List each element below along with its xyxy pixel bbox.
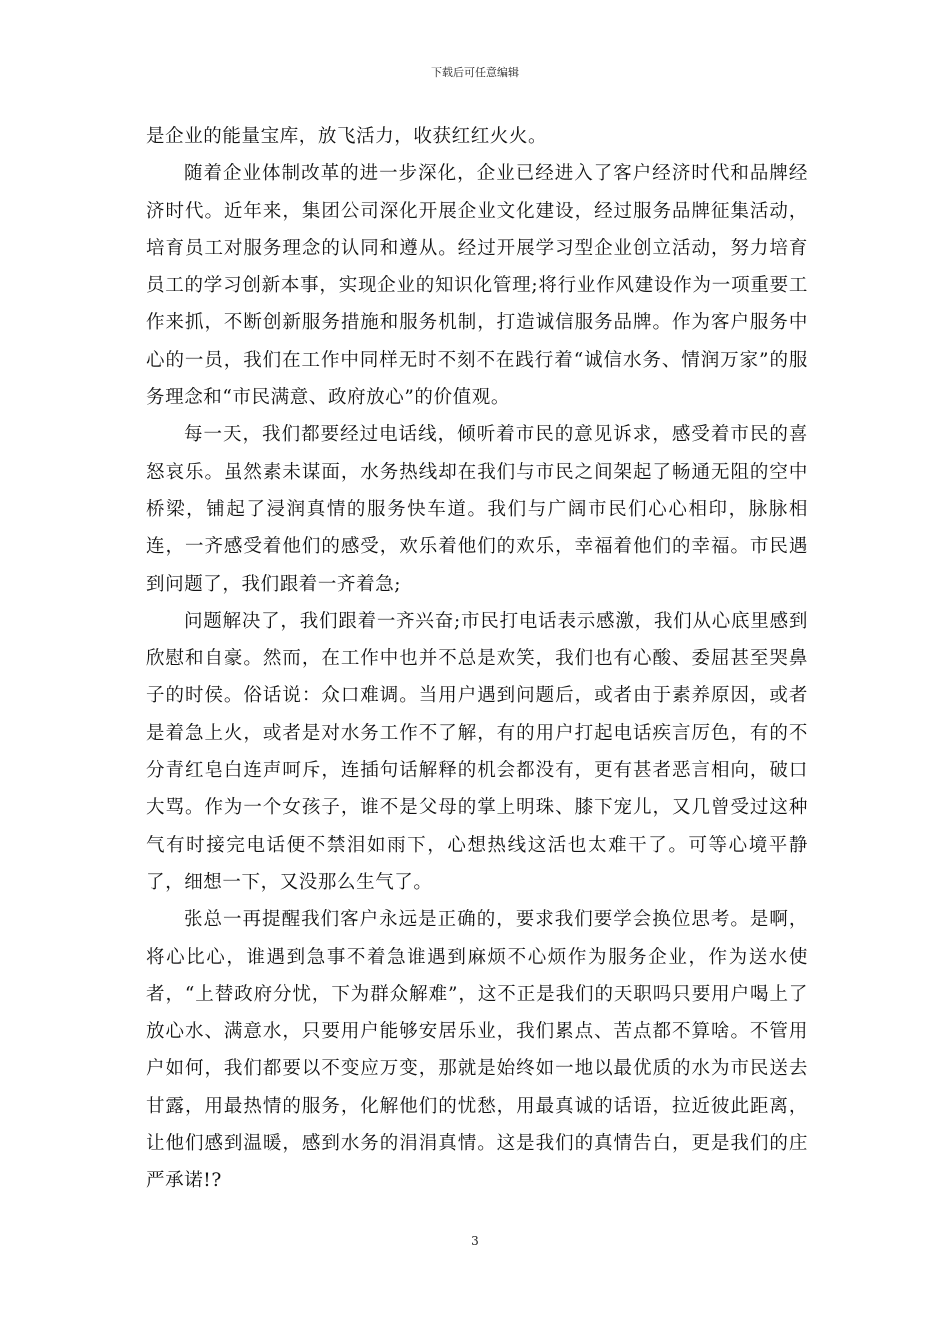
paragraph-4: 问题解决了，我们跟着一齐兴奋;市民打电话表示感激，我们从心底里感到欣慰和自豪。然而，在工作中也并不总是欢笑，我们也有心酸、委屈甚至哭鼻子的时侯。俗话说：众口难调。当用户遇到问题后，或者由于素养原因，或者是着急上火，或者是对水务工作不了解，有的用户打起电话疾言厉色，有的不分青红皂白连声呵斥，连插句话解释的机会都没有，更有甚者恶言相向，破口大骂。作为一个女孩子，谁不是父母的掌上明珠、膝下宠儿，又几曾受过这种气有时接完电话便不禁泪如雨下，心想热线这活也太难干了。可等心境平静了，细想一下，又没那么生气了。 (146, 610, 808, 893)
paragraph-3: 每一天，我们都要经过电话线，倾听着市民的意见诉求，感受着市民的喜怒哀乐。虽然素未谋面，水务热线却在我们与市民之间架起了畅通无阻的空中桥梁，铺起了浸润真情的服务快车道。我们与广阔市民们心心相印，脉脉相连，一齐感受着他们的感受，欢乐着他们的欢乐，幸福着他们的幸福。市民遇到问题了，我们跟着一齐着急; (146, 424, 808, 595)
page-header: 下载后可任意编辑 (431, 66, 519, 79)
document-body (146, 118, 808, 1200)
paragraph-1: 是企业的能量宝库，放飞活力，收获红红火火。 (146, 126, 548, 147)
page-number: 3 (471, 1234, 479, 1248)
paragraph-5: 张总一再提醒我们客户永远是正确的，要求我们要学会换位思考。是啊，将心比心，谁遇到急事不着急谁遇到麻烦不心烦作为服务企业，作为送水使者，“上替政府分忧，下为群众解难”，这不正是我们的天职吗只要用户喝上了放心水、满意水，只要用户能够安居乐业，我们累点、苦点都不算啥。不管用户如何，我们都要以不变应万变，那就是始终如一地以最优质的水为市民送去甘露，用最热情的服务，化解他们的忧愁，用最真诚的话语，拉近彼此距离，让他们感到温暖，感到水务的涓涓真情。这是我们的真情告白，更是我们的庄严承诺!? (146, 909, 808, 1192)
paragraph-2: 随着企业体制改革的进一步深化，企业已经进入了客户经济时代和品牌经济时代。近年来，集团公司深化开展企业文化建设，经过服务品牌征集活动，培育员工对服务理念的认同和遵从。经过开展学习型企业创立活动，努力培育员工的学习创新本事，实现企业的知识化管理;将行业作风建设作为一项重要工作来抓，不断创新服务措施和服务机制，打造诚信服务品牌。作为客户服务中心的一员，我们在工作中同样无时不刻不在践行着“诚信水务、情润万家”的服务理念和“市民满意、政府放心”的价值观。 (146, 163, 808, 409)
